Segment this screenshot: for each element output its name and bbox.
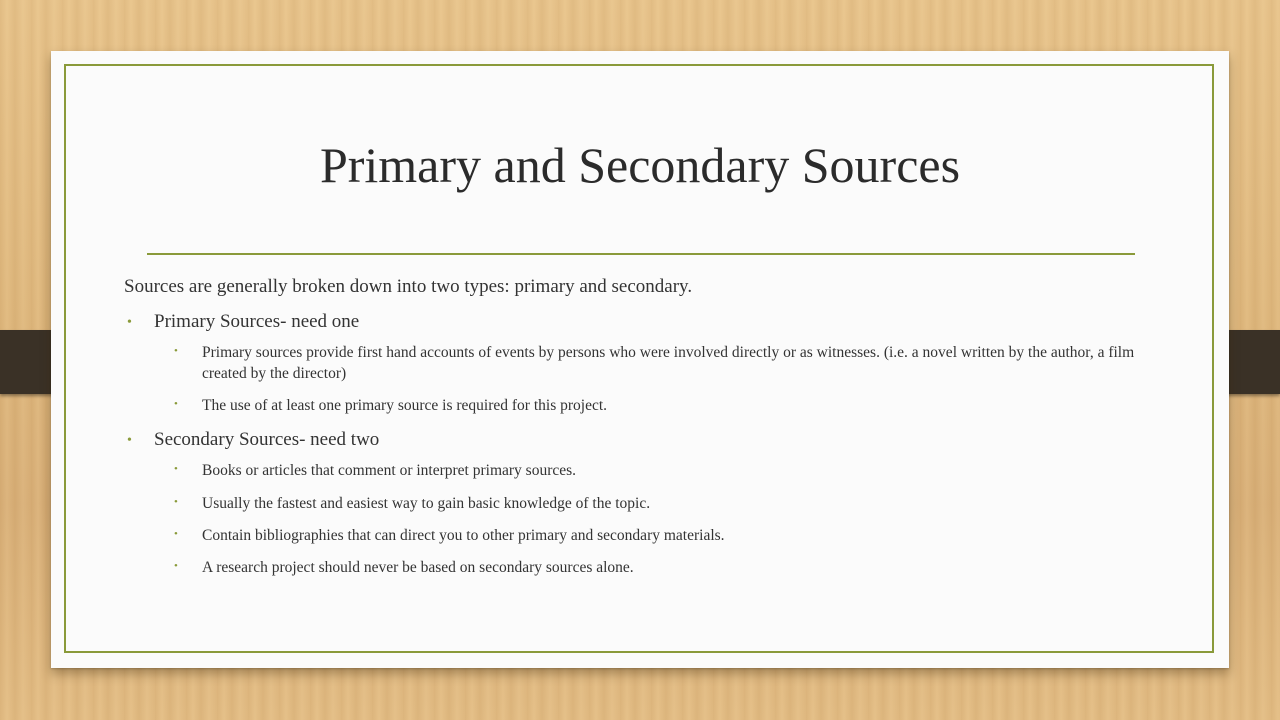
bullet-icon: • [174, 495, 178, 508]
bullet-secondary-sources [124, 428, 1154, 453]
sub-bullet-text: Books or articles that comment or interpret primary sources. [202, 462, 577, 480]
sub-bullet [124, 558, 1154, 578]
intro-text: Sources are generally broken down into two types: primary and secondary. [124, 276, 693, 297]
sub-bullet-text: Contain bibliographies that can direct you to other primary and secondary materials. [202, 526, 725, 544]
sub-bullet-text: Usually the fastest and easiest way to gain basic knowledge of the topic. [202, 494, 651, 512]
sub-bullet [124, 343, 1154, 383]
title-divider [147, 253, 1135, 255]
bullet-icon: • [174, 527, 178, 540]
sub-bullet [124, 461, 1154, 481]
bullet-icon: • [174, 345, 178, 358]
bullet-icon: • [127, 314, 132, 330]
sub-bullet-text: The use of at least one primary source is required for this project. [202, 396, 608, 414]
sub-bullet-text: Primary sources provide first hand accounts of events by persons who were involved directly or as witnesses. (i.e. a novel written by the author, a film created by the director) [202, 344, 1135, 382]
sub-bullet [124, 526, 1154, 546]
bullet-icon: • [127, 432, 132, 448]
slide-body [124, 275, 1154, 590]
bullet-icon: • [174, 463, 178, 476]
bullet-icon: • [174, 397, 178, 410]
sub-bullet-text: A research project should never be based on secondary sources alone. [202, 558, 634, 576]
sub-bullet [124, 494, 1154, 514]
bullet-primary-sources [124, 310, 1154, 335]
sub-bullet [124, 396, 1154, 416]
section-heading: Primary Sources- need one [154, 310, 360, 332]
slide-title: Primary and Secondary Sources [319, 137, 961, 193]
bullet-icon: • [174, 559, 178, 572]
section-heading: Secondary Sources- need two [154, 428, 380, 450]
